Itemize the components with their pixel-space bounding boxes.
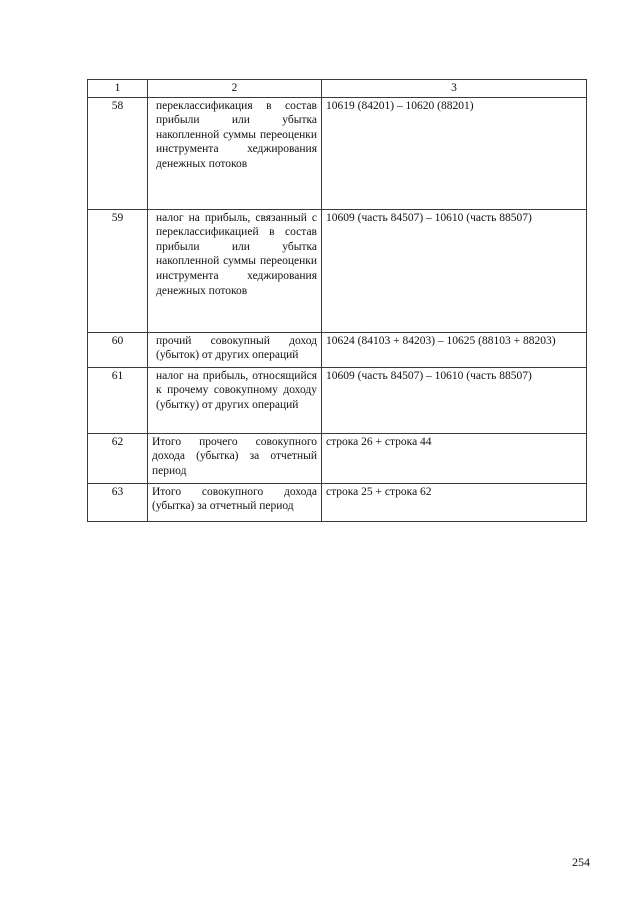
table-row	[88, 367, 587, 433]
table-row	[88, 433, 587, 483]
row-formula: строка 26 + строка 44	[322, 433, 587, 483]
row-number: 63	[88, 483, 148, 521]
table-row	[88, 209, 587, 332]
row-description: Итого прочего совокупного дохода (убытка) за отчетный период	[148, 433, 322, 483]
row-description: Итого совокупного дохода (убытка) за отчетный период	[148, 483, 322, 521]
row-formula: 10619 (84201) – 10620 (88201)	[322, 97, 587, 209]
row-number: 58	[88, 97, 148, 209]
row-formula: 10609 (часть 84507) – 10610 (часть 88507)	[322, 367, 587, 433]
row-number: 59	[88, 209, 148, 332]
row-description: прочий совокупный доход (убыток) от других операций	[148, 332, 322, 367]
row-description: налог на прибыль, связанный с переклассификацией в состав прибыли или убытка накопленной суммы переоценки инструмента хеджирования денежных потоков	[148, 209, 322, 332]
row-description: перекласcификация в состав прибыли или убытка накопленной суммы переоценки инструмента хеджирования денежных потоков	[148, 97, 322, 209]
header-col-3: 3	[322, 80, 587, 98]
row-number: 61	[88, 367, 148, 433]
page-number: 254	[572, 855, 590, 869]
table-row	[88, 97, 587, 209]
row-formula: строка 25 + строка 62	[322, 483, 587, 521]
row-number: 62	[88, 433, 148, 483]
header-col-2: 2	[148, 80, 322, 98]
row-formula: 10624 (84103 + 84203) – 10625 (88103 + 88203)	[322, 332, 587, 367]
row-description: налог на прибыль, относящийся к прочему совокупному доходу (убытку) от других операций	[148, 367, 322, 433]
table-row	[88, 332, 587, 367]
data-table	[87, 79, 587, 522]
row-formula: 10609 (часть 84507) – 10610 (часть 88507)	[322, 209, 587, 332]
table-row	[88, 483, 587, 521]
header-row	[88, 80, 587, 98]
header-col-1: 1	[88, 80, 148, 98]
row-number: 60	[88, 332, 148, 367]
